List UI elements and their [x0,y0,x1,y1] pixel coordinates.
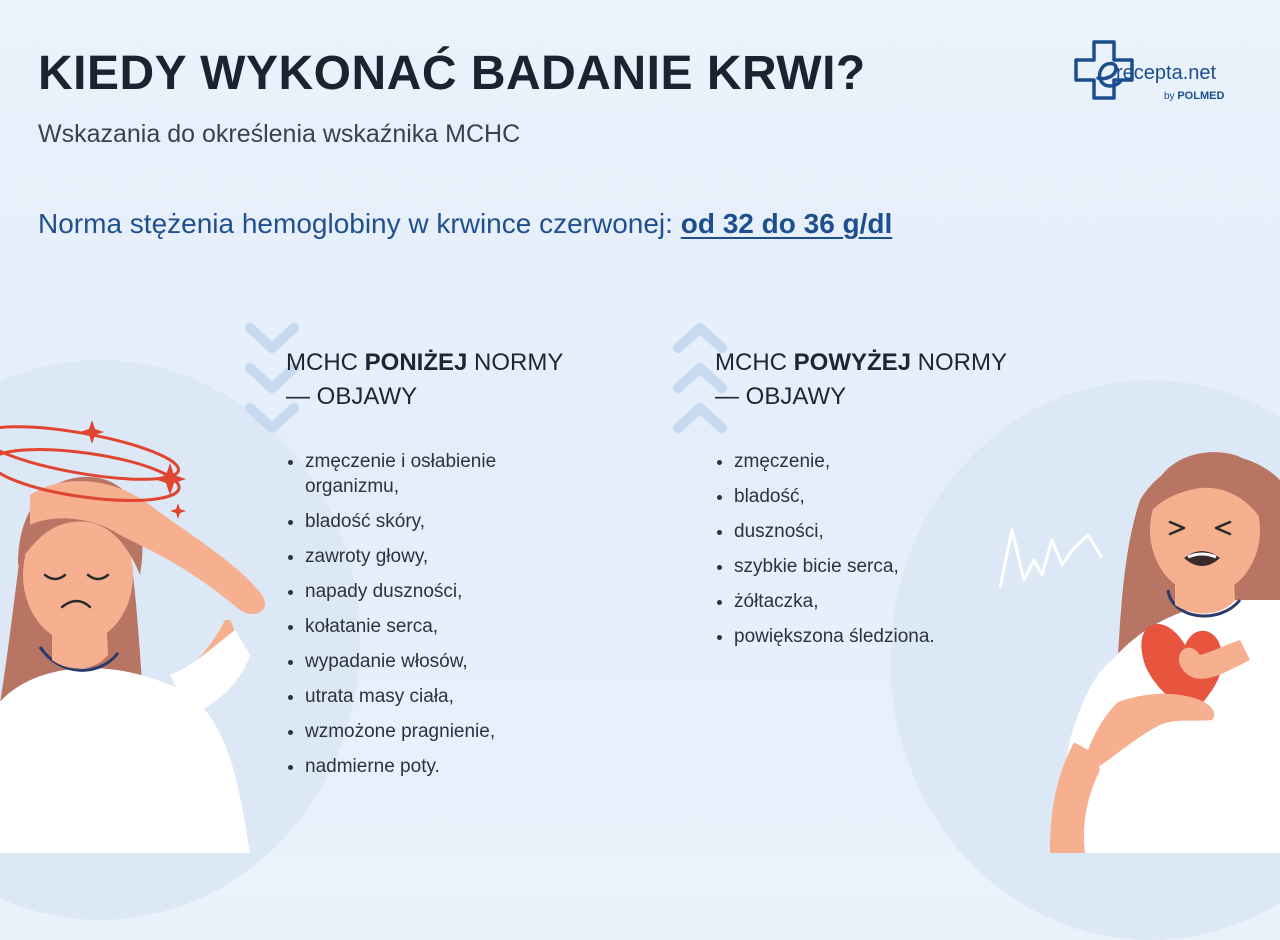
list-item: zmęczenie, [715,449,1015,474]
symptoms-below-list [286,449,566,789]
heading-below-bold: PONIŻEJ [364,349,468,376]
heading-below-norm [286,346,563,414]
norm-value-link[interactable]: od 32 do 36 g/dl [680,208,893,239]
norm-statement [38,208,892,240]
list-item: zmęczenie i osłabienie organizmu, [286,449,566,499]
norm-label: Norma stężenia hemoglobiny w krwince czerwonej: [38,208,681,239]
list-item: bladość, [715,484,1015,509]
heading-above-line2: — OBJAWY [715,383,847,410]
symptoms-above-list [715,449,1015,659]
list-item: wypadanie włosów, [286,649,566,674]
list-item: napady duszności, [286,579,566,604]
heading-below-line2: — OBJAWY [286,383,418,410]
heading-below-prefix: MCHC [286,349,365,376]
list-item: nadmierne poty. [286,754,566,779]
logo-by-word: by [1164,91,1175,102]
heading-above-prefix: MCHC [715,349,794,376]
dizzy-woman-illustration [0,415,280,853]
list-item: zawroty głowy, [286,544,566,569]
logo-text: recepta.net [1116,62,1217,84]
heading-above-norm [715,346,1007,414]
page-subtitle: Wskazania do określenia wskaźnika MCHC [38,120,521,148]
list-item: wzmożone pragnienie, [286,719,566,744]
list-item: utrata masy ciała, [286,684,566,709]
logo-byline [1164,90,1224,102]
recepta-logo[interactable] [1072,40,1252,110]
list-item: duszności, [715,519,1015,544]
list-item: bladość skóry, [286,509,566,534]
woman-holding-heart-illustration [990,440,1280,853]
list-item: powiększona śledziona. [715,624,1015,649]
list-item: szybkie bicie serca, [715,554,1015,579]
page-title: KIEDY WYKONAĆ BADANIE KRWI? [38,47,866,100]
heading-above-bold: POWYŻEJ [793,349,912,376]
heading-below-suffix: NORMY [467,349,564,376]
heading-above-suffix: NORMY [911,349,1008,376]
logo-brand: POLMED [1177,90,1225,102]
list-item: żółtaczka, [715,589,1015,614]
list-item: kołatanie serca, [286,614,566,639]
